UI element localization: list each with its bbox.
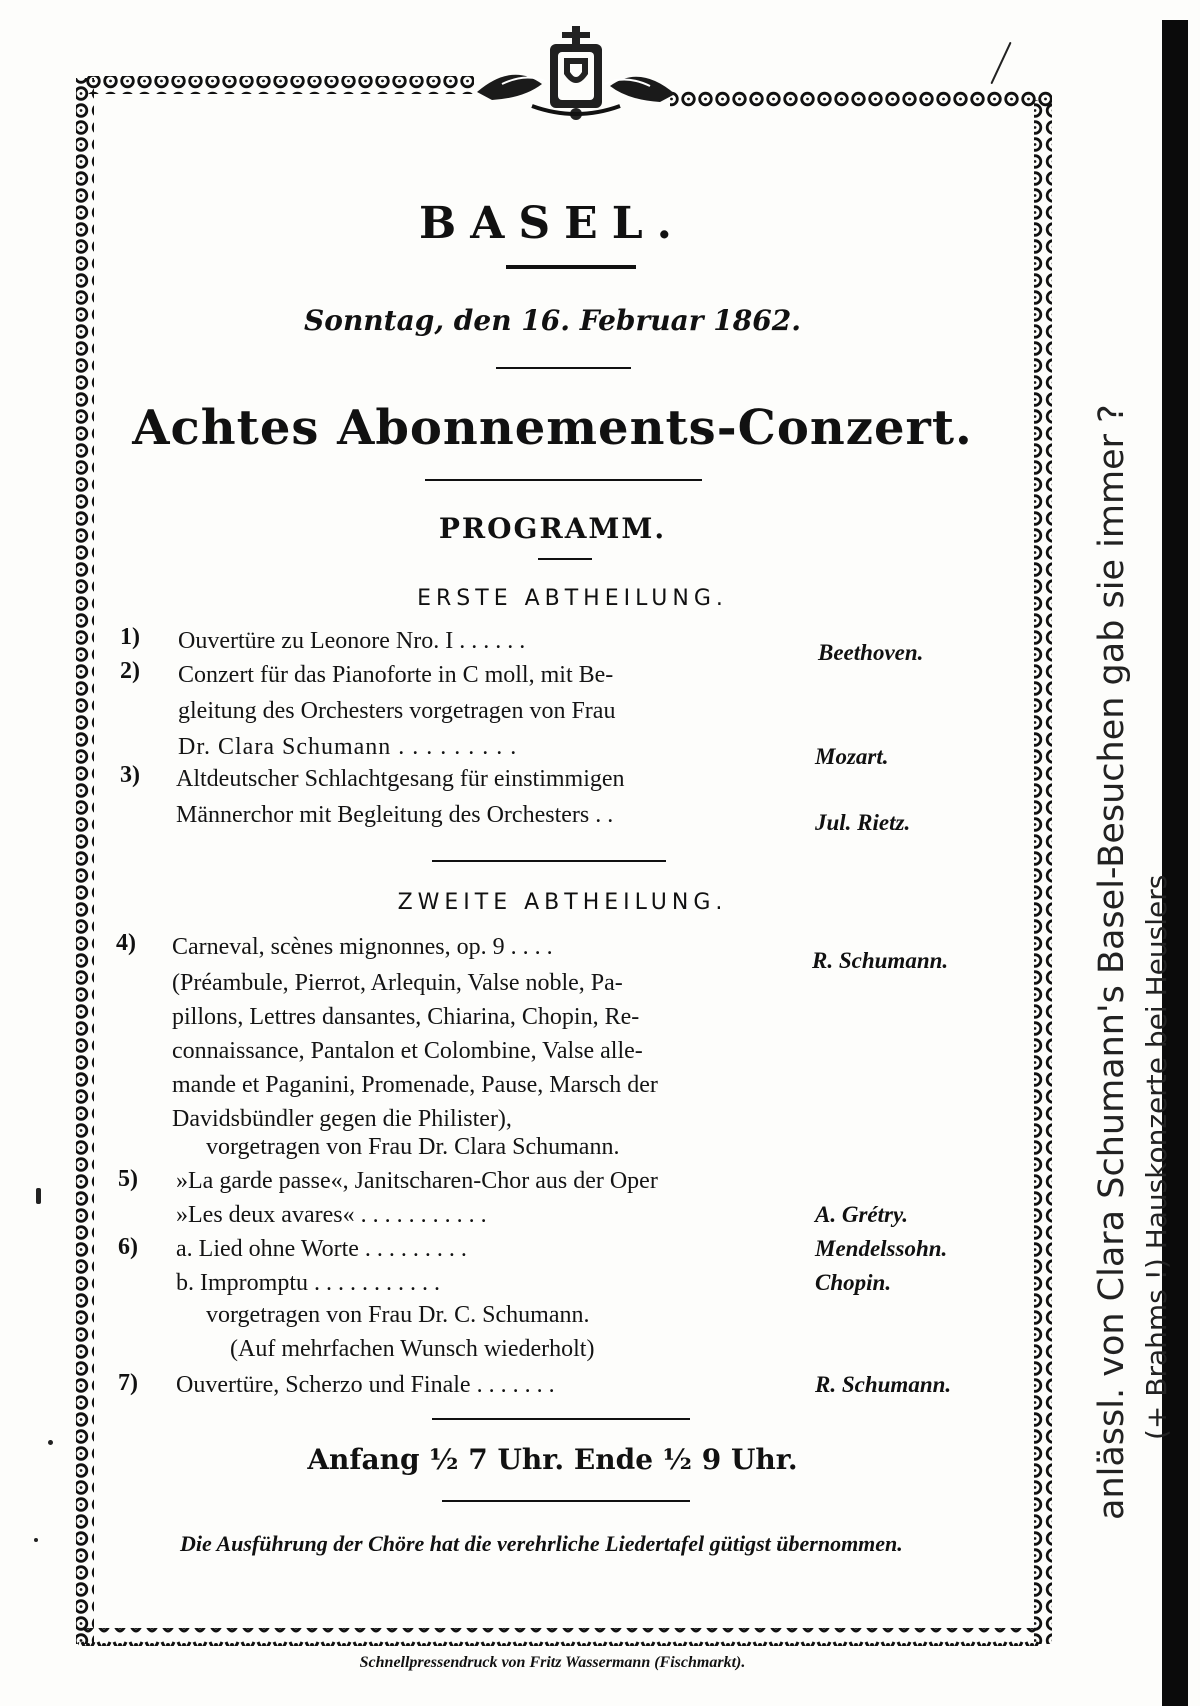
start-end-time: Anfang ½ 7 Uhr. Ende ½ 9 Uhr. <box>307 1443 798 1476</box>
item-text-line: a. Lied ohne Worte . . . . . . . . . <box>176 1236 467 1262</box>
item-composer: R. Schumann. <box>812 948 949 973</box>
item-text-line: Ouvertüre, Scherzo und Finale . . . . . . . <box>176 1372 555 1398</box>
item-number: 1) <box>120 624 140 650</box>
item-text-line: Altdeutscher Schlachtgesang für einstimmigen <box>176 766 625 792</box>
item-text-line: Conzert für das Pianoforte in C moll, mit Be- <box>178 662 614 688</box>
divider <box>432 1418 690 1420</box>
part2-heading: ZWEITE ABTHEILUNG. <box>397 890 728 915</box>
item-text-line: Carneval, scènes mignonnes, op. 9 . . . . <box>172 934 553 960</box>
item-text-line: Davidsbündler gegen die Philister), <box>172 1106 512 1132</box>
item-composer: A. Grétry. <box>815 1202 909 1227</box>
item-text-line: vorgetragen von Frau Dr. Clara Schumann. <box>206 1134 620 1160</box>
item-text-line: Männerchor mit Begleitung des Orchesters . . <box>176 802 614 828</box>
item-text-line: pillons, Lettres dansantes, Chiarina, Chopin, Re- <box>172 1004 640 1030</box>
item-text-line: »Les deux avares« . . . . . . . . . . . <box>176 1202 487 1228</box>
item-text-line: mande et Paganini, Promenade, Pause, Marsch der <box>172 1072 658 1098</box>
item-number: 5) <box>118 1166 138 1192</box>
item-text-line: »La garde passe«, Janitscharen-Chor aus der Oper <box>176 1168 658 1194</box>
handwritten-note: (+ Brahms !) Hauskonzerte bei Heuslers <box>1140 874 1173 1440</box>
item-text-line: b. Impromptu . . . . . . . . . . . <box>176 1270 440 1296</box>
item-composer: Beethoven. <box>818 640 924 665</box>
item-text-line: vorgetragen von Frau Dr. C. Schumann. <box>206 1302 590 1328</box>
scan-speck <box>48 1440 53 1445</box>
scan-speck <box>36 1188 41 1204</box>
divider <box>538 558 592 560</box>
item-text-line: gleitung des Orchesters vorgetragen von Frau <box>178 698 616 724</box>
city-title: BASEL. <box>419 198 686 249</box>
item-text-line: Ouvertüre zu Leonore Nro. I . . . . . . <box>178 628 526 654</box>
item-text-line: connaissance, Pantalon et Colombine, Valse alle- <box>172 1038 643 1064</box>
item-text-line: (Auf mehrfachen Wunsch wiederholt) <box>230 1336 595 1362</box>
divider <box>432 860 666 862</box>
item-number: 6) <box>118 1234 138 1260</box>
item-number: 7) <box>118 1370 138 1396</box>
scan-speck <box>34 1538 38 1542</box>
item-composer: Chopin. <box>815 1270 892 1295</box>
part1-heading: ERSTE ABTHEILUNG. <box>417 586 728 611</box>
item-composer: R. Schumann. <box>815 1372 952 1397</box>
item-composer: Mendelssohn. <box>815 1236 948 1261</box>
item-composer: Mozart. <box>815 744 889 769</box>
crest-ornament <box>472 22 680 122</box>
programm-heading: PROGRAMM. <box>438 512 667 545</box>
handwritten-note: anlässl. von Clara Schumann's Basel-Besuchen gab sie immer ? <box>1092 404 1132 1520</box>
item-number: 2) <box>120 658 140 684</box>
concert-date: Sonntag, den 16. Februar 1862. <box>304 304 801 337</box>
divider <box>496 367 631 369</box>
printer-imprint: Schnellpressendruck von Fritz Wassermann (Fischmarkt). <box>359 1654 746 1671</box>
divider <box>425 479 702 481</box>
choir-note: Die Ausführung der Chöre hat die verehrliche Liedertafel gütigst übernommen. <box>180 1531 903 1556</box>
divider <box>442 1500 690 1502</box>
item-number: 4) <box>116 930 136 956</box>
divider-ornament <box>506 265 636 269</box>
concert-title: Achtes Abonnements-Conzert. <box>132 400 973 456</box>
item-number: 3) <box>120 762 140 788</box>
item-text-line: (Préambule, Pierrot, Arlequin, Valse noble, Pa- <box>172 970 623 996</box>
item-composer: Jul. Rietz. <box>815 810 911 835</box>
item-text-line: Dr. Clara Schumann . . . . . . . . . <box>178 734 518 760</box>
